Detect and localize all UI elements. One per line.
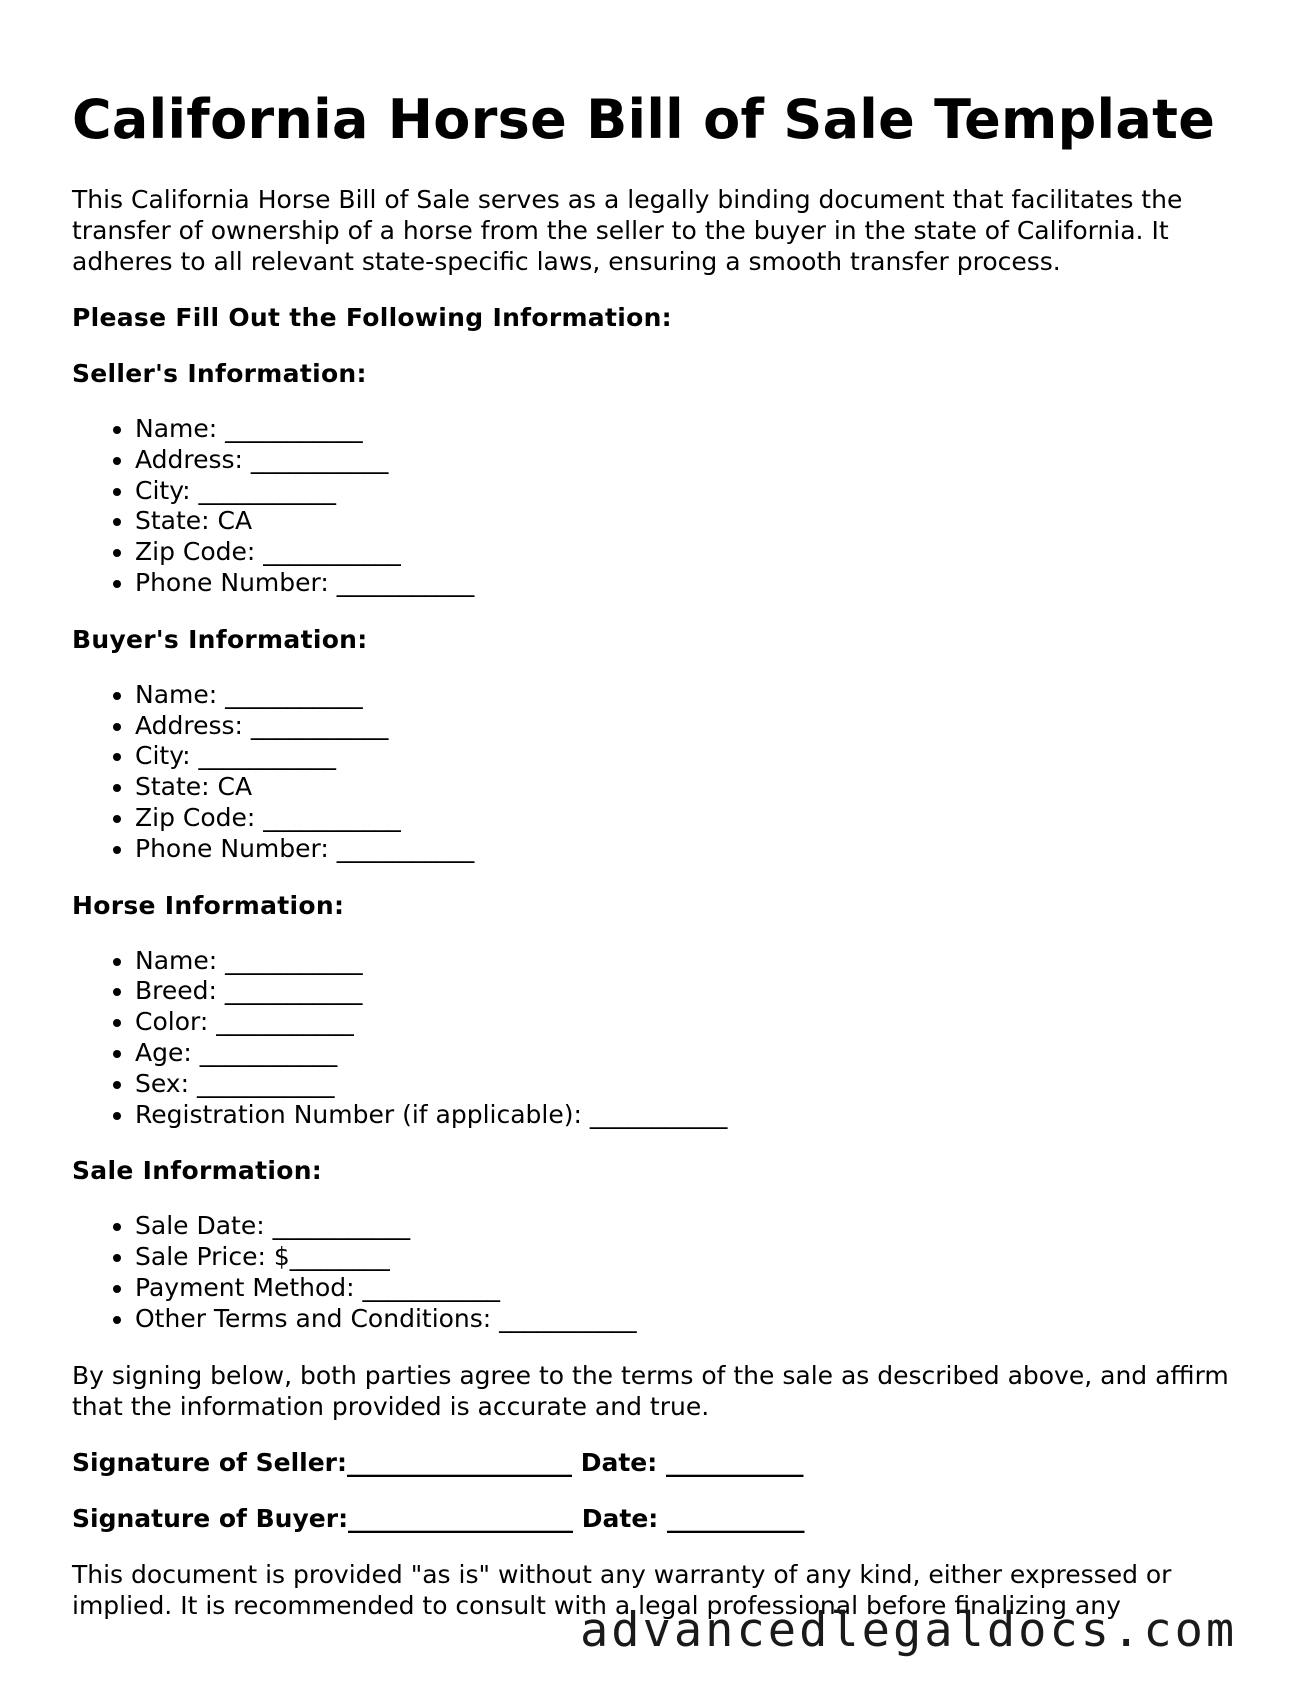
- buyer-signature-line: Signature of Buyer:__________________ Date: ___________: [72, 1503, 805, 1533]
- horse-name-field: • Name: ___________: [135, 946, 1242, 977]
- buyer-state-field: • State: CA: [135, 772, 1242, 803]
- seller-heading: Seller's Information:: [72, 359, 367, 388]
- seller-state-field: • State: CA: [135, 506, 1242, 537]
- buyer-address-field: • Address: ___________: [135, 711, 1242, 742]
- sale-date-field: • Sale Date: ___________: [135, 1211, 1242, 1242]
- seller-signature-line: Signature of Seller:__________________ Date: ___________: [72, 1447, 804, 1477]
- buyer-list: [72, 680, 1242, 865]
- document-title: California Horse Bill of Sale Template: [72, 88, 1216, 151]
- sale-heading: Sale Information:: [72, 1156, 323, 1186]
- disclaimer-paragraph: This document is provided "as is" without any warranty of any kind, either expressed or implied. It is recommended to consult with a legal professional before finalizing any: [72, 1559, 1172, 1620]
- intro-paragraph: This California Horse Bill of Sale serves as a legally binding document that facilitates the transfer of ownership of a horse from the seller to the buyer in the state of California. It adheres to all relevant state-specific laws, ensuring a smooth transfer process.: [72, 185, 1183, 276]
- seller-address-field: • Address: ___________: [135, 445, 1242, 476]
- buyer-phone-field: • Phone Number: ___________: [135, 834, 1242, 865]
- seller-city-field: • City: ___________: [135, 476, 1242, 507]
- document-page: [72, 88, 1242, 1621]
- agreement-paragraph: By signing below, both parties agree to the terms of the sale as described above, and affirm that the information provided is accurate and true.: [72, 1360, 1229, 1421]
- sale-list: [72, 1211, 1242, 1334]
- seller-list: [72, 414, 1242, 599]
- seller-phone-field: • Phone Number: ___________: [135, 568, 1242, 599]
- horse-age-field: • Age: ___________: [135, 1038, 1242, 1069]
- seller-zip-field: • Zip Code: ___________: [135, 537, 1242, 568]
- payment-method-field: • Payment Method: ___________: [135, 1273, 1242, 1304]
- horse-sex-field: • Sex: ___________: [135, 1069, 1242, 1100]
- seller-name-field: • Name: ___________: [135, 414, 1242, 445]
- horse-color-field: • Color: ___________: [135, 1007, 1242, 1038]
- horse-registration-field: • Registration Number (if applicable): ___________: [135, 1100, 1242, 1131]
- watermark-text: advancedlegaldocs.com: [580, 1603, 1238, 1658]
- sale-price-field: • Sale Price: $________: [135, 1242, 1242, 1273]
- horse-list: [72, 946, 1242, 1131]
- buyer-zip-field: • Zip Code: ___________: [135, 803, 1242, 834]
- buyer-name-field: • Name: ___________: [135, 680, 1242, 711]
- horse-heading: Horse Information:: [72, 890, 345, 920]
- buyer-heading: Buyer's Information:: [72, 624, 368, 654]
- horse-breed-field: • Breed: ___________: [135, 976, 1242, 1007]
- other-terms-field: • Other Terms and Conditions: ___________: [135, 1304, 1242, 1335]
- fill-heading: Please Fill Out the Following Information:: [72, 303, 672, 332]
- buyer-city-field: • City: ___________: [135, 741, 1242, 772]
